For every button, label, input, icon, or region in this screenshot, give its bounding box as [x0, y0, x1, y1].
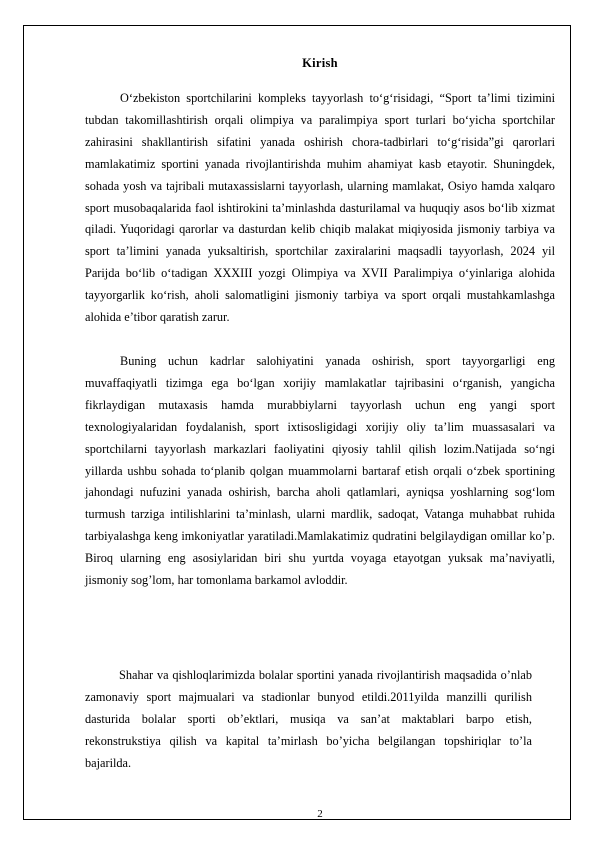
paragraph-2: Buning uchun kadrlar salohiyatini yanada oshirish, sport tayyorgarligi eng muvaffaqiyatli tizimga ega bo‘lgan xorijiy mamlakatlar tajribasini o‘rganish, yangicha fikrlaydigan mutaxasis hamda murabbiylarni tayyorlash uchun eng yangi sport texnologiyalaridan foydalanish, sport ixtisosligidagi xorijiy oliy ta’lim muassasalari va sportchilarni tayyorlash markazlari faoliyatini qiyosiy tahlil qilish lozim.Natijada so‘ngi yillarda ushbu sohada to‘planib qolgan muammolarni bartaraf etish orqali o‘zbek sportining jahondagi nufuzini yanada oshirish, barcha aholi qatlamlari, ayniqsa yoshlarning sog‘lom turmush tarziga intilishlarini ta’minlash, ularni mardlik, sadoqat, Vatanga muhabbat ruhida tarbiyalashga keng imkoniyatlar yaratiladi.Mamlakatimiz qudratini belgilaydigan omillar ko’p. Biroq ularning eng asosiylaridan biri shu yurtda voyaga etayotgan yuksak ma’naviyatli, jismoniy sog’lom, har tomonlama barkamol avloddir. [85, 354, 555, 588]
paragraph-3: Shahar va qishloqlarimizda bolalar sportini yanada rivojlantirish maqsadida o’nlab zamonaviy sport majmualari va stadionlar bunyod etildi.2011yilda manzilli qurilish dasturida bolalar sporti ob’ektlari, musiqa va san’at maktablari barpo etish, rekonstrukstiya qilish va kapital ta’mirlash bo’yicha belgilangan topshiriqlar to’la bajarilda. [85, 668, 532, 770]
page-number: 2 [317, 808, 323, 820]
section-title: Kirish [302, 56, 338, 70]
paragraph-1: O‘zbekiston sportchilarini kompleks tayyorlash to‘g‘risidagi, “Sport ta’limi tizimini tubdan takomillashtirish orqali olimpiya va paralimpiya sport turlari bo‘yicha sportchilar zahirasini shakllantirish sifatini yanada oshirish chora-tadbirlari to‘g‘risida”gi qarorlari mamlakatimiz sportini yanada rivojlantirishda muhim ahamiyat kasb etayotir. Shuningdek, sohada yosh va tajribali mutaxassislarni tayyorlash, ularning mamlakat, Osiyo hamda xalqaro sport musobaqalarida faol ishtirokini ta’minlashda dasturilamal va huquqiy asos bo‘lib xizmat qiladi. Yuqoridagi qarorlar va dasturdan kelib chiqib malakat miqiyosida jismoniy tarbiya va sport ta’limini yanada yuksaltirish, sportchilar zaxiralarini maqsadli tayyorlash, 2024 yil Parijda bo‘lib o‘tadigan XXXIII yozgi Olimpiya va XVII Paralimpiya o‘yinlariga alohida tayyorgarlik ko‘rish, aholi salomatligini jismoniy tarbiya va sport orqali mustahkamlashga alohida e’tibor qaratish zarur. [85, 91, 555, 325]
